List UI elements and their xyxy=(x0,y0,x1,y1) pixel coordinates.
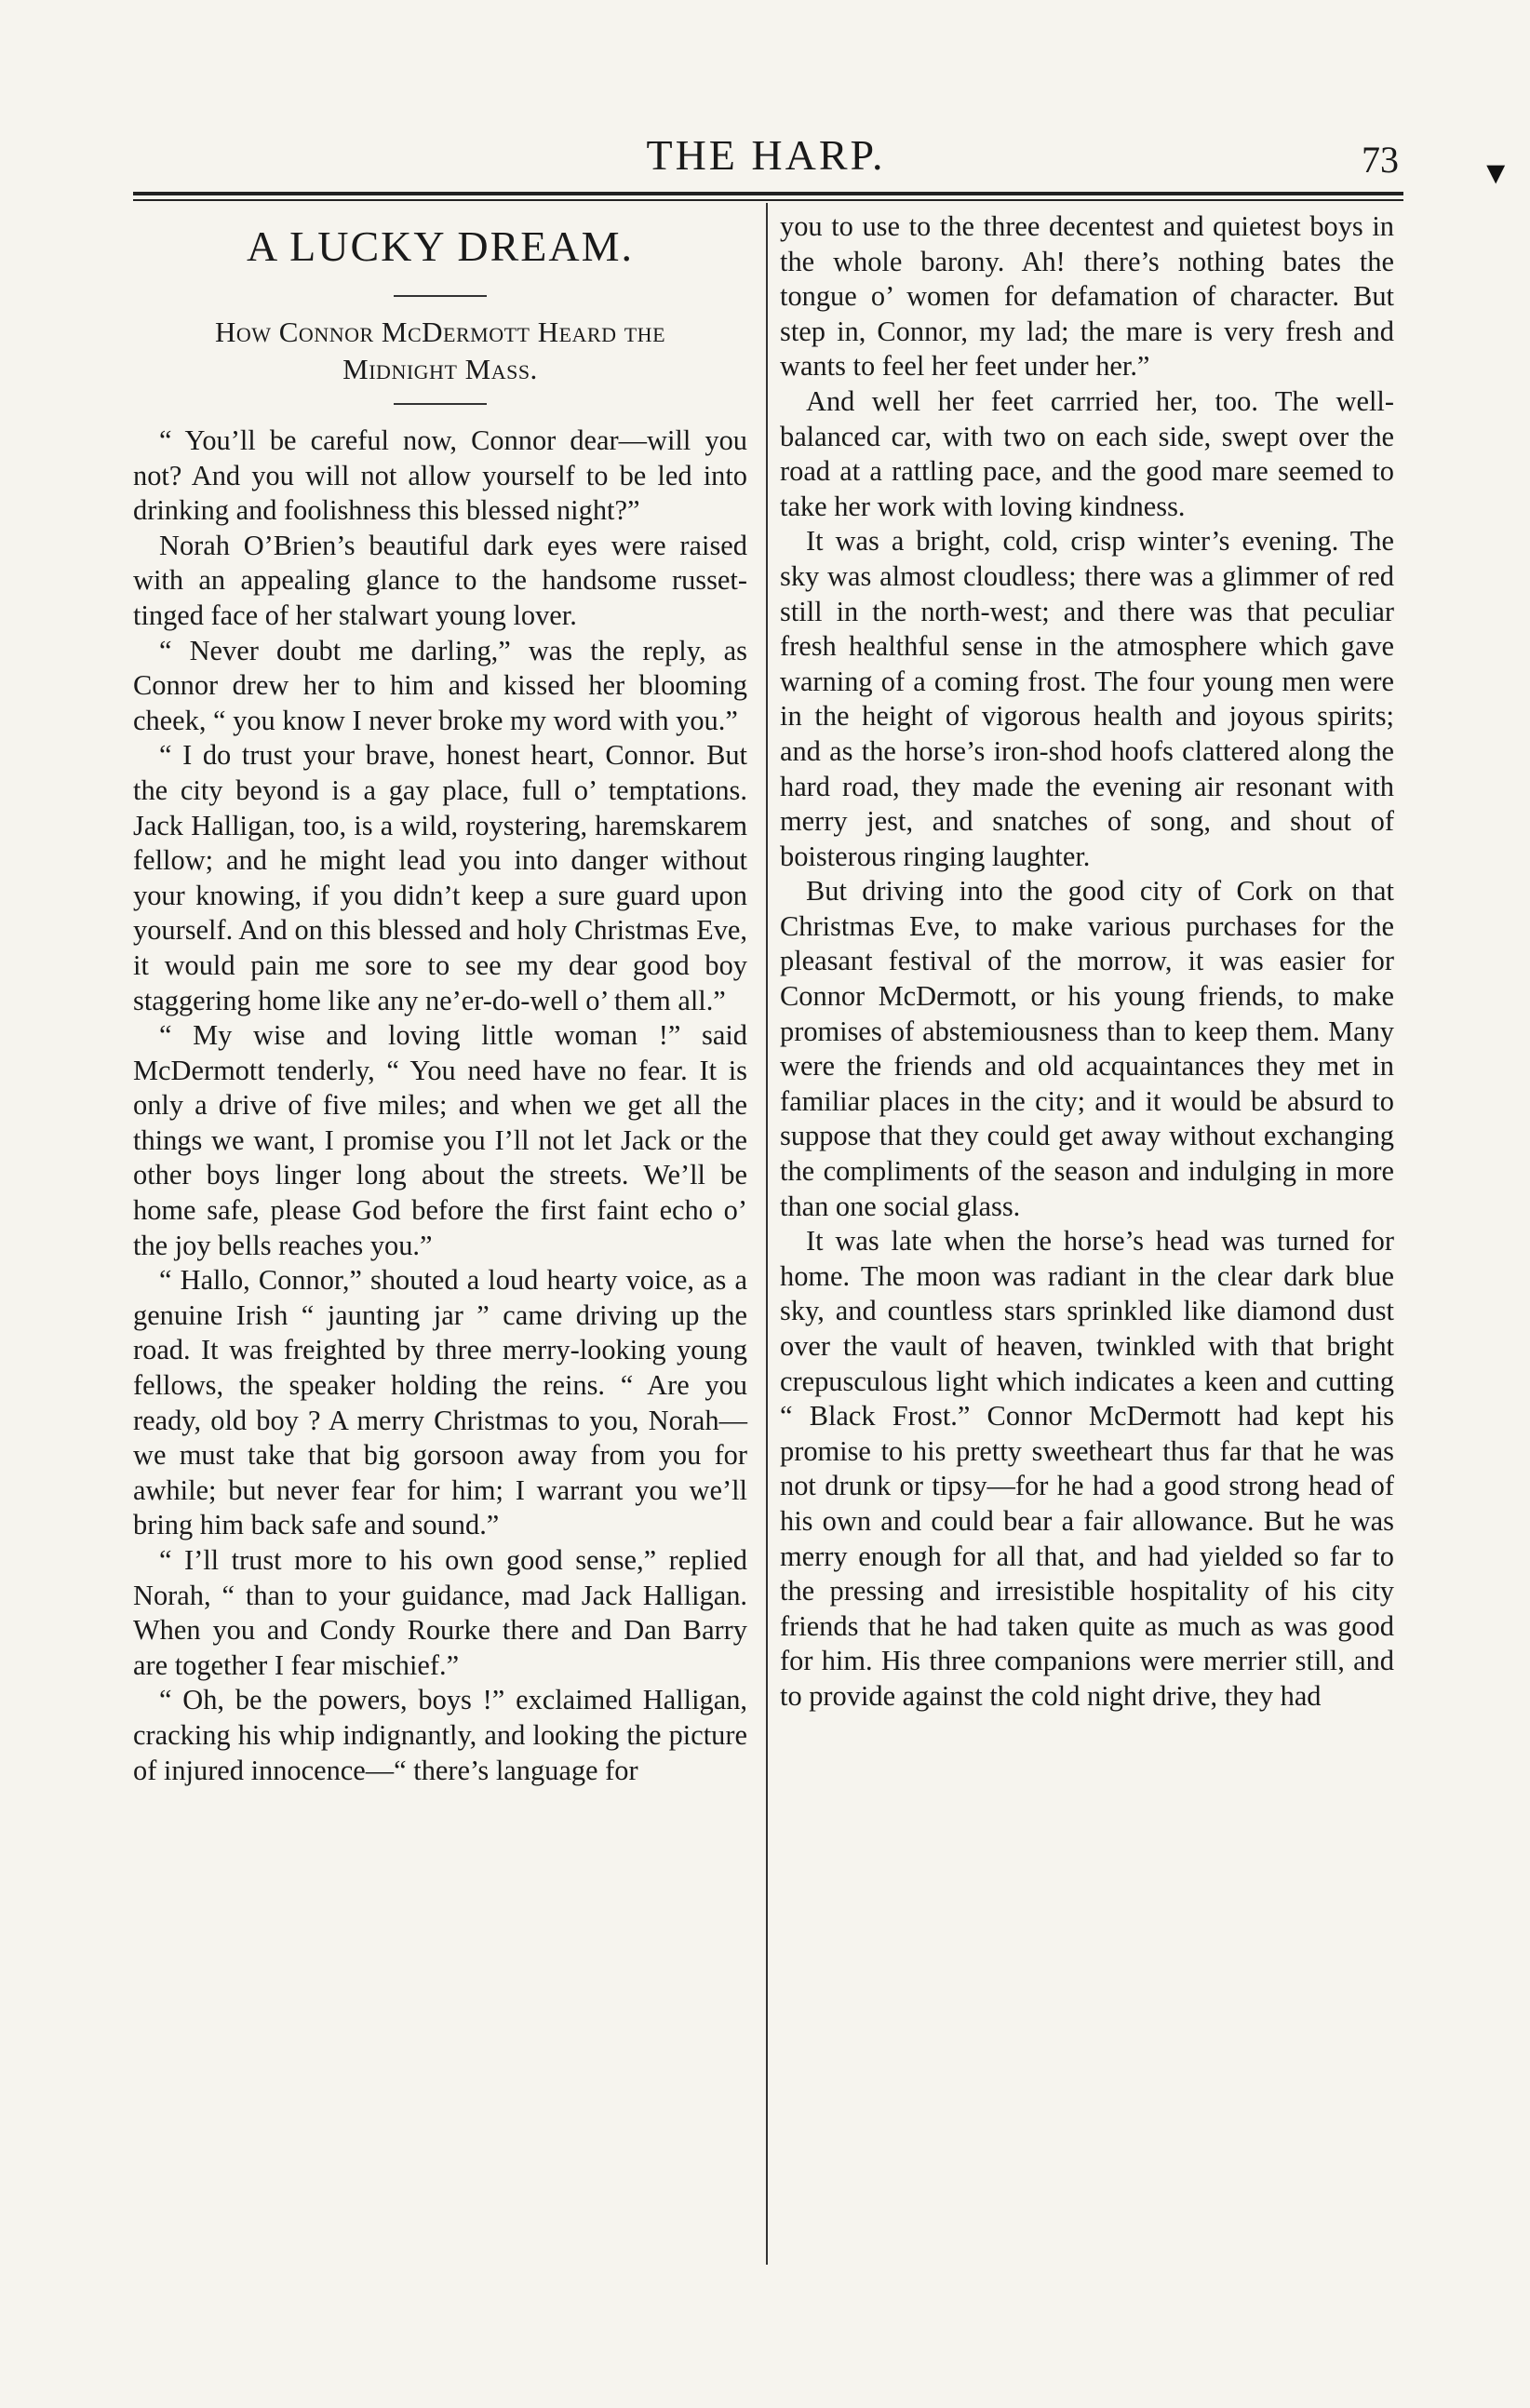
page-number: 73 xyxy=(1362,139,1399,181)
running-head xyxy=(133,130,1399,186)
subtitle-line: How Connor McDermott Heard the xyxy=(214,316,666,348)
subtitle-line: Midnight Mass. xyxy=(342,353,538,385)
paragraph: “ My wise and loving little woman !” said McDermott tenderly, “ You need have no fear. It is only a drive of five miles; and when we get all the things we want, I promise you I’ll not let Jack or the other boys linger long about the streets. We’ll be home safe, please God before the first faint echo o’ the joy bells reaches you.” xyxy=(133,1019,747,1261)
running-title: THE HARP. xyxy=(646,131,886,179)
title-rule xyxy=(394,295,487,297)
paragraph-continuation: you to use to the three decentest and quietest boys in the whole barony. Ah! there’s nothing bates the tongue o’ women for defamation of character. But step in, Connor, my lad; the mare is very fresh and wants to feel her feet under her.” xyxy=(780,210,1394,383)
paragraph: It was a bright, cold, crisp winter’s evening. The sky was almost cloudless; there was a glimmer of red still in the north-west; and there was that peculiar fresh healthful sense in the atmosphere which gave warning of a coming frost. The four young men were in the height of vigorous health and joyous spirits; and as the horse’s iron-shod hoofs clattered along the hard road, they made the evening air resonant with merry jest, and snatches of song, and shout of boisterous ringing laughter. xyxy=(780,525,1394,872)
paragraph: It was late when the horse’s head was turned for home. The moon was radiant in the clear dark blue sky, and countless stars sprinkled like diamond dust over the vault of heaven, twinkled with that bright crepusculous light which indicates a keen and cutting “ Black Frost.” Connor McDermott had kept his promise to his pretty sweetheart thus far that he was not drunk or tipsy—for he had a good strong head of his own and could bear a fair allowance. But he was merry enough for all that, and had yielded so far to the pressing and irresistible hospitality of his city friends that he had taken quite as much as was good for him. His three companions were merrier still, and to provide against the cold night drive, they had xyxy=(780,1225,1394,1712)
paragraph: “ I do trust your brave, honest heart, Connor. But the city beyond is a gay place, full o’ temptations. Jack Halligan, too, is a wild, roystering, haremskarem fellow; and he might lead you into danger without your knowing, if you didn’t keep a sure guard upon yourself. And on this blessed and holy Christmas Eve, it would pain me sore to see my dear good boy staggering home like any ne’er-do-well o’ them all.” xyxy=(133,739,747,1016)
paragraph: “ Hallo, Connor,” shouted a loud hearty voice, as a genuine Irish “ jaunting jar ” came driving up the road. It was freighted by three merry-looking young fellows, the speaker holding the reins. “ Are you ready, old boy ? A merry Christmas to you, Norah—we must take that big gorsoon away from you for awhile; but never fear for him; I warrant you we’ll bring him back safe and sound.” xyxy=(133,1264,747,1541)
article-subtitle xyxy=(133,314,747,388)
paragraph: Norah O’Brien’s beautiful dark eyes were raised with an appealing glance to the handsome russet-tinged face of her stalwart young lover. xyxy=(133,529,747,631)
left-column xyxy=(133,209,747,1788)
article-title: A LUCKY DREAM. xyxy=(246,222,635,270)
paragraph: “ I’ll trust more to his own good sense,” replied Norah, “ than to your guidance, mad Jack Halligan. When you and Condy Rourke there and Dan Barry are together I fear mischief.” xyxy=(133,1544,747,1681)
paragraph: “ Oh, be the powers, boys !” exclaimed Halligan, cracking his whip indignantly, and looking the picture of injured innocence—“ there’s language for xyxy=(133,1684,747,1786)
paragraph: “ You’ll be careful now, Connor dear—will you not? And you will not allow yourself to be led into drinking and foolishness this blessed night?” xyxy=(133,424,747,527)
margin-mark-icon: ▼ xyxy=(1480,156,1511,191)
subtitle-rule xyxy=(394,403,487,405)
header-rule-thin xyxy=(133,199,1403,201)
right-column xyxy=(780,209,1394,1715)
paragraph: But driving into the good city of Cork on that Christmas Eve, to make various purchases for the pleasant festival of the morrow, it was easier for Connor McDermott, or his young friends, to make promises of abstemiousness than to keep them. Many were the friends and old acquaintances they met in familiar places in the city; and it would be absurd to suppose that they could get away without exchanging the compliments of the season and indulging in more than one social glass. xyxy=(780,875,1394,1222)
paragraph: And well her feet carrried her, too. The well-balanced car, with two on each side, swept over the road at a rattling pace, and the good mare seemed to take her work with loving kindness. xyxy=(780,384,1394,522)
header-rule-thick xyxy=(133,192,1403,195)
column-divider xyxy=(766,203,768,2265)
paragraph: “ Never doubt me darling,” was the reply, as Connor drew her to him and kissed her blooming cheek, “ you know I never broke my word with you.” xyxy=(133,634,747,736)
